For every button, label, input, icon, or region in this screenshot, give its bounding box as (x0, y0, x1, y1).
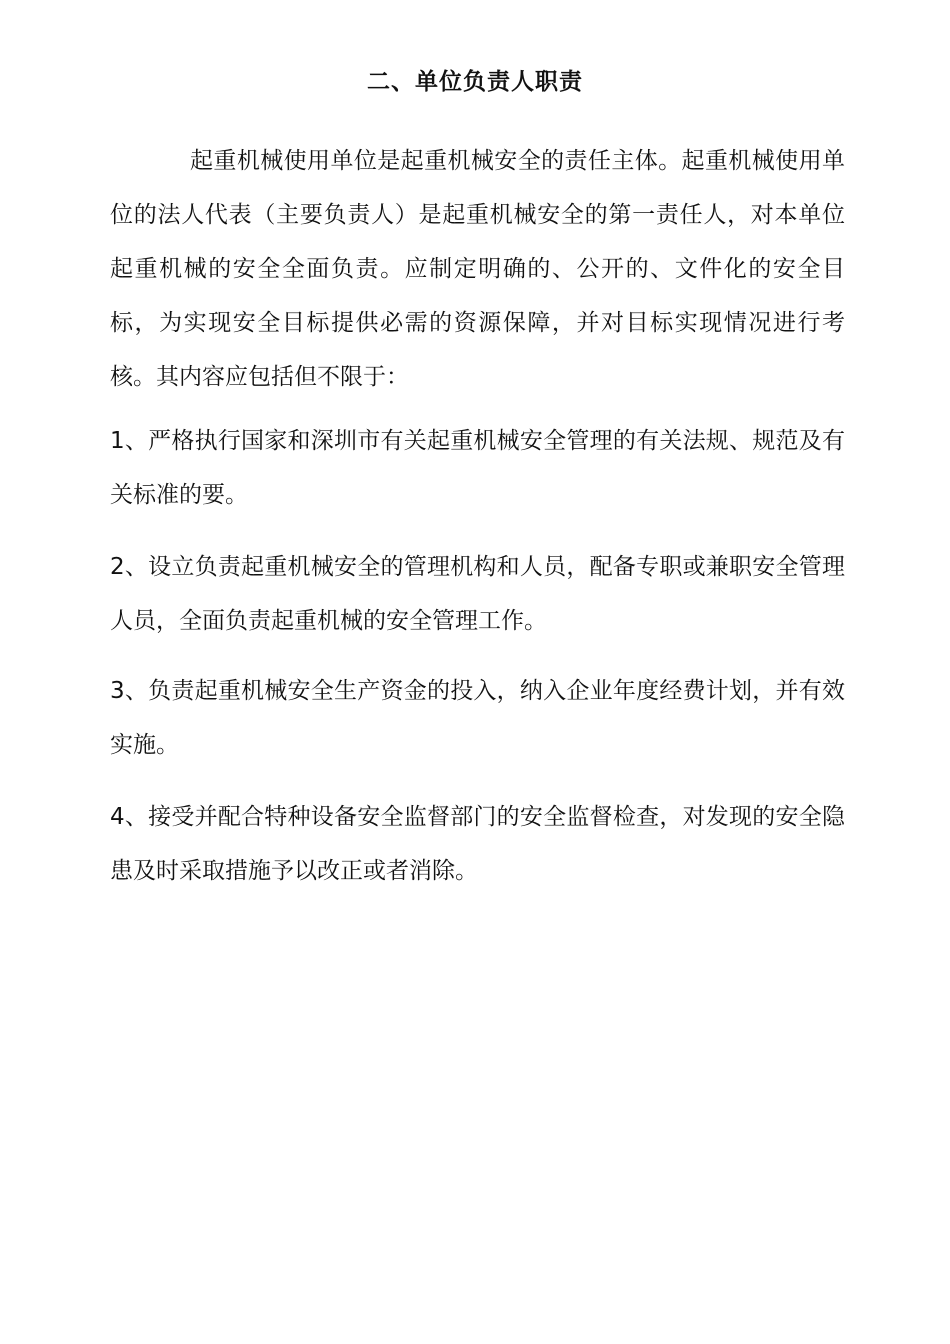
duty-item-3: 3、负责起重机械安全生产资金的投入，纳入企业年度经费计划，并有效实施。 (110, 678, 845, 758)
duty-item-1: 1、严格执行国家和深圳市有关起重机械安全管理的有关法规、规范及有关标准的要。 (110, 428, 845, 508)
duty-item-2: 2、设立负责起重机械安全的管理机构和人员，配备专职或兼职安全管理人员，全面负责起重机械的安全管理工作。 (110, 554, 845, 634)
intro-paragraph: 起重机械使用单位是起重机械安全的责任主体。起重机械使用单位的法人代表（主要负责人）是起重机械安全的第一责任人，对本单位起重机械的安全全面负责。应制定明确的、公开的、文件化的安全目标，为实现安全目标提供必需的资源保障，并对目标实现情况进行考核。其内容应包括但不限于： (110, 148, 845, 390)
duty-item-4: 4、接受并配合特种设备安全监督部门的安全监督检查，对发现的安全隐患及时采取措施予以改正或者消除。 (110, 804, 845, 884)
section-title: 二、单位负责人职责 (367, 69, 583, 95)
